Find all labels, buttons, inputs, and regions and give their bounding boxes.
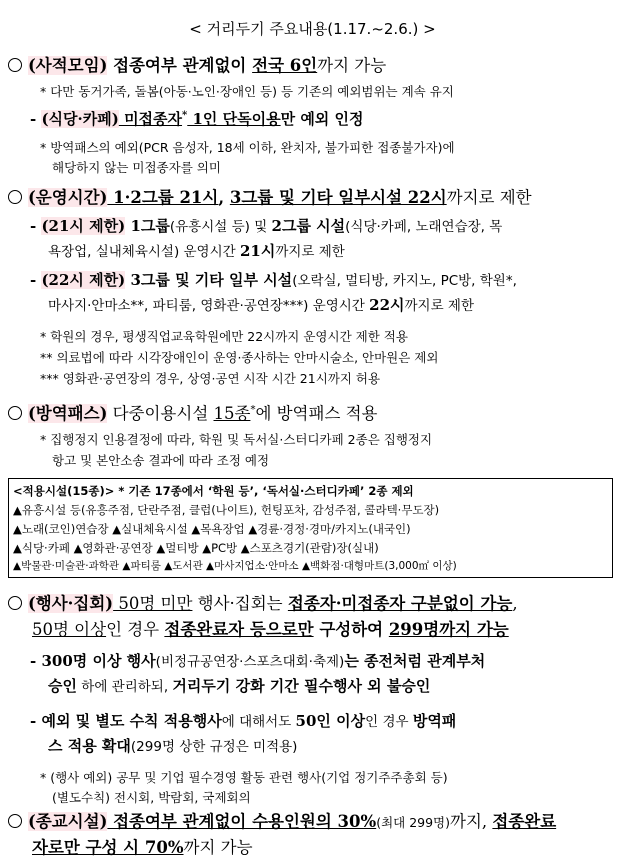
text: 인 경우	[106, 620, 165, 639]
facilities-box	[8, 478, 613, 578]
section-events	[8, 590, 518, 614]
box-row: ▲유흥시설 등(유흥주점, 단란주점, 클럽(나이트), 헌팅포차, 감성주점, 콜라텍·무도장)	[13, 503, 440, 517]
text: 50명 미만	[113, 594, 193, 613]
text: 에 대해서도	[221, 714, 296, 730]
text: ,	[512, 594, 518, 613]
text: 까지,	[450, 812, 493, 831]
note: * 집행정지 인용결정에 따라, 학원 및 독서실·스터디카페 2종은 집행정지	[40, 432, 433, 447]
tag: (종교시설)	[28, 812, 108, 831]
text: 예외 및 별도 수칙 적용행사	[41, 712, 222, 730]
note: *** 영화관·공연장의 경우, 상영·공연 시작 시간 21시까지 허용	[40, 371, 381, 386]
note: (별도수칙) 전시회, 박람회, 국제회의	[52, 790, 251, 805]
text: 마사지·안마소**, 파티룸, 영화관·공연장***) 운영시간	[48, 298, 370, 314]
text: 까지로 제한	[275, 244, 345, 260]
box-row: ▲식당·카페 ▲영화관·공연장 ▲멀티방 ▲PC방 ▲스포츠경기(관람)장(실내)	[13, 541, 379, 555]
text: (유흥시설 등)	[169, 219, 255, 235]
text: 3그룹 및 기타 일부시설 22시	[229, 188, 447, 207]
text: 하에 관리하되,	[76, 679, 173, 695]
box-row: ▲박물관·미술관·과학관 ▲파티룸 ▲도서관 ▲마사지업소·안마소 ▲백화점·대형마트(3,000㎡ 이상)	[13, 560, 457, 572]
text: 자로만 구성 시 70%	[32, 838, 184, 857]
section-events-cont	[32, 616, 509, 640]
circle-bullet-icon	[8, 190, 22, 204]
note: * 방역패스의 예외(PCR 음성자, 18세 이하, 완치자, 불가피한 접종불가자)에	[40, 140, 455, 155]
text: 거리두기 강화 기간 필수행사 외 불승인	[172, 677, 431, 695]
note: * 학원의 경우, 평생직업교육학원에만 22시까지 운영시간 제한 적용	[40, 329, 408, 344]
text: 구성하여	[313, 620, 389, 639]
asterisk: *	[182, 110, 188, 121]
text: 승인	[48, 677, 77, 695]
text: 까지로 제한	[404, 298, 475, 314]
circle-bullet-icon	[8, 596, 22, 610]
note: * (행사 예외) 공무 및 기업 필수경영 활동 관련 행사(기업 정기주주총회 등)	[40, 770, 448, 785]
text: 인 경우	[365, 714, 413, 730]
sub-item-300-cont	[48, 675, 430, 696]
tag: (행사·집회)	[28, 594, 114, 613]
page-title: < 거리두기 주요내용(1.17.~2.6.) >	[189, 20, 436, 38]
sub-item-300: - 300명 이상 행사(비정규공연장·스포츠대회·축제)는 종전처럼 관계부처	[30, 652, 486, 670]
text: 및	[254, 219, 272, 235]
box-row: ▲노래(코인)연습장 ▲실내체육시설 ▲목욕장업 ▲경륜·경정·경마/카지노(내국인)	[13, 522, 411, 536]
text: 접종완료자 등으로만	[164, 620, 314, 639]
sub-item-22h-cont	[48, 294, 474, 315]
text: (식당·카페, 노래연습장, 목	[345, 219, 503, 235]
text: 2그룹 시설	[271, 217, 346, 235]
box-heading: <적용시설(15종)> * 기존 17종에서 ‘학원 등’, ‘독서실·스터디카페’ 2종 제외	[13, 484, 414, 498]
sub-item-restaurant: - (식당·카페) 미접종자* 1인 단독이용만 예외 인정	[30, 110, 364, 128]
text: 21시	[239, 242, 276, 260]
text: ,	[218, 188, 230, 207]
text: 300명 이상 행사	[41, 652, 156, 670]
text: (최대 299명)	[376, 815, 451, 830]
text: 접종완료	[492, 812, 557, 831]
text: 50인 이상	[295, 712, 366, 730]
sub-item-22h: - (22시 제한) 3그룹 및 기타 일부 시설(오락실, 멀티방, 카지노, PC방, 학원*,	[30, 271, 517, 289]
text: 접종자·미접종자 구분없이 가능	[287, 594, 513, 613]
asterisk: *	[250, 404, 256, 416]
note: * 다만 동거가족, 돌봄(아동·노인·장애인 등) 등 기존의 예외범위는 계속 유지	[40, 84, 454, 99]
tag: (22시 제한)	[41, 271, 126, 289]
text: 는 종전처럼 관계부처	[344, 652, 486, 670]
circle-bullet-icon	[8, 406, 22, 420]
section-operating-hours	[8, 184, 532, 208]
sub-item-exception: - 예외 및 별도 수칙 적용행사에 대해서도 50인 이상인 경우 방역패	[30, 712, 457, 730]
tag: (방역패스)	[28, 404, 108, 423]
text: 욕장업, 실내체육시설) 운영시간	[48, 244, 240, 260]
circle-bullet-icon	[8, 58, 22, 72]
note: 해당하지 않는 미접종자를 의미	[52, 160, 221, 175]
note: 항고 및 본안소송 결과에 따라 조정 예정	[52, 453, 270, 468]
section-private-gathering	[8, 52, 386, 76]
tag: (식당·카페)	[41, 110, 119, 128]
text: 접종여부 관계없이 수용인원의 30%	[107, 812, 377, 831]
section-religious-cont	[32, 834, 253, 858]
text: 행사·집회는	[192, 594, 288, 613]
text: 299명까지 가능	[388, 620, 509, 639]
text: (비정규공연장·스포츠대회·축제)	[155, 654, 345, 670]
tag: (운영시간)	[28, 188, 108, 207]
tag: (21시 제한)	[41, 217, 126, 235]
sub-item-21h: - (21시 제한) 1그룹(유흥시설 등) 및 2그룹 시설(식당·카페, 노래연습장, 목	[30, 217, 503, 235]
text: 다중이용시설	[107, 404, 214, 423]
text: 미접종자	[118, 110, 183, 128]
sub-item-exception-cont	[48, 735, 297, 756]
text: 에 방역패스 적용	[255, 404, 378, 423]
text: 15종	[213, 404, 251, 423]
text: 1그룹	[125, 217, 170, 235]
text: 22시	[369, 296, 405, 314]
section-vaccine-pass	[8, 400, 378, 424]
text: 까지로 제한	[446, 188, 532, 207]
text: (오락실, 멀티방, 카지노, PC방, 학원*,	[292, 273, 517, 289]
text: 전국 6인	[252, 56, 318, 75]
text: 까지 가능	[317, 56, 387, 75]
text: (299명 상한 규정은 미적용)	[130, 739, 298, 755]
section-religious	[8, 808, 556, 832]
tag-private-gathering: (사적모임)	[28, 56, 108, 75]
text: 접종여부 관계없이	[107, 56, 253, 75]
note: ** 의료법에 따라 시각장애인이 운영·종사하는 안마시술소, 안마원은 제외	[40, 350, 439, 365]
text: 3그룹 및 기타 일부 시설	[125, 271, 293, 289]
text: 만 예외 인정	[280, 110, 364, 128]
text: 방역패	[412, 712, 457, 730]
text: 까지 가능	[183, 838, 253, 857]
text: 스 적용 확대	[48, 737, 131, 755]
text: 1·2그룹 21시	[107, 188, 219, 207]
sub-item-21h-cont	[48, 240, 345, 261]
circle-bullet-icon	[8, 814, 22, 828]
text: 50명 이상	[32, 620, 107, 639]
text: 1인 단독이용	[187, 110, 281, 128]
